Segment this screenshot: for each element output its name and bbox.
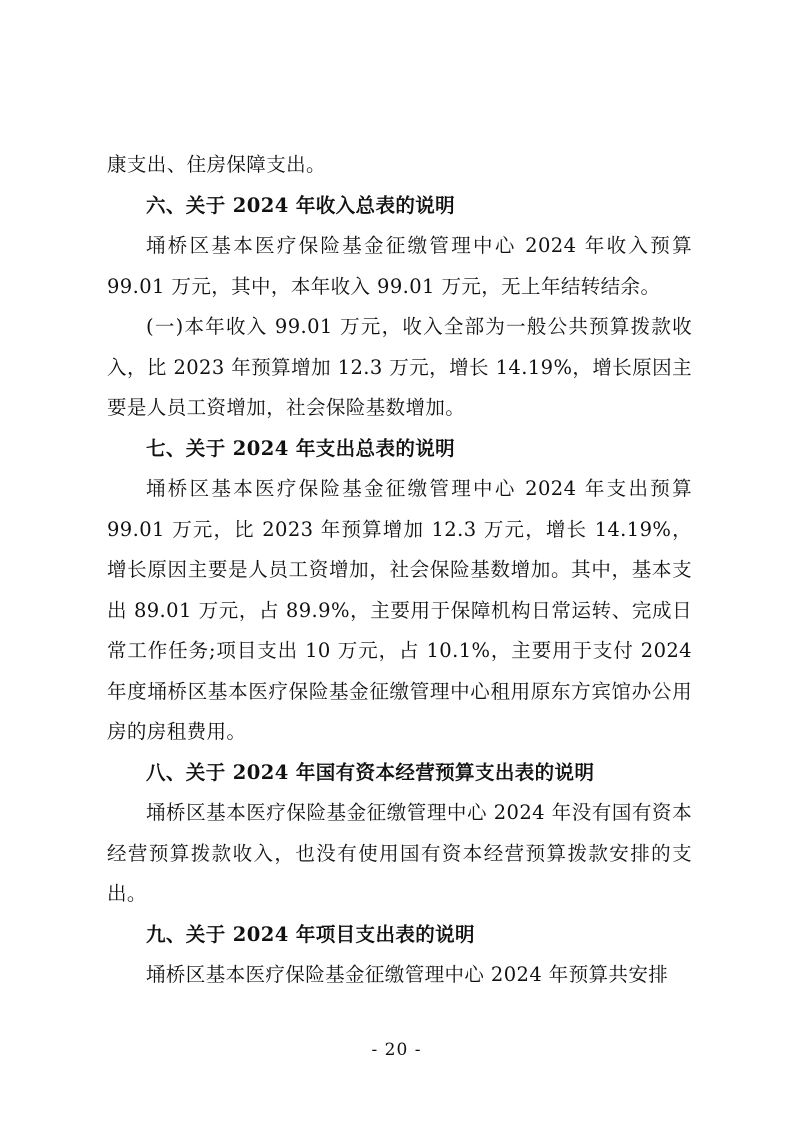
section-heading-six: 六、关于 2024 年收入总表的说明 xyxy=(146,193,456,217)
section-heading-seven: 七、关于 2024 年支出总表的说明 xyxy=(146,436,456,460)
paragraph-continuation: 康支出、住房保障支出。 xyxy=(107,153,326,176)
paragraph-state-capital: 埇桥区基本医疗保险基金征缴管理中心 2024 年没有国有资本经营预算拨款收入，也没有使用国有资本经营预算拨款安排的支出。 xyxy=(107,801,692,905)
paragraph-project-expenditure: 埇桥区基本医疗保险基金征缴管理中心 2024 年预算共安排 xyxy=(146,963,669,986)
paragraph-income-summary: 埇桥区基本医疗保险基金征缴管理中心 2024 年收入预算 99.01 万元，其中，本年收入 99.01 万元，无上年结转结余。 xyxy=(107,234,692,298)
page-number: - 20 - xyxy=(371,1040,422,1060)
section-heading-nine: 九、关于 2024 年项目支出表的说明 xyxy=(146,922,475,946)
paragraph-income-detail: (一)本年收入 99.01 万元，收入全部为一般公共预算拨款收入，比 2023 年预算增加 12.3 万元，增长 14.19%，增长原因主要是人员工资增加，社会保险基数增加。 xyxy=(107,315,692,419)
section-heading-eight: 八、关于 2024 年国有资本经营预算支出表的说明 xyxy=(146,760,595,784)
paragraph-expenditure-summary: 埇桥区基本医疗保险基金征缴管理中心 2024 年支出预算 99.01 万元，比 2023 年预算增加 12.3 万元，增长 14.19%，增长原因主要是人员工资增加，社会保险基数增加。其中，基本支出 89.01 万元，占 89.9%，主要用于保障机构日常运转、完成日常工作任务;项目支出 10 万元，占 10.1%，主要用于支付 2024 年度埇桥区基本医疗保险基金征缴管理中心租用原东方宾馆办公用房的房租费用。 xyxy=(107,477,692,743)
document-body xyxy=(107,145,692,996)
